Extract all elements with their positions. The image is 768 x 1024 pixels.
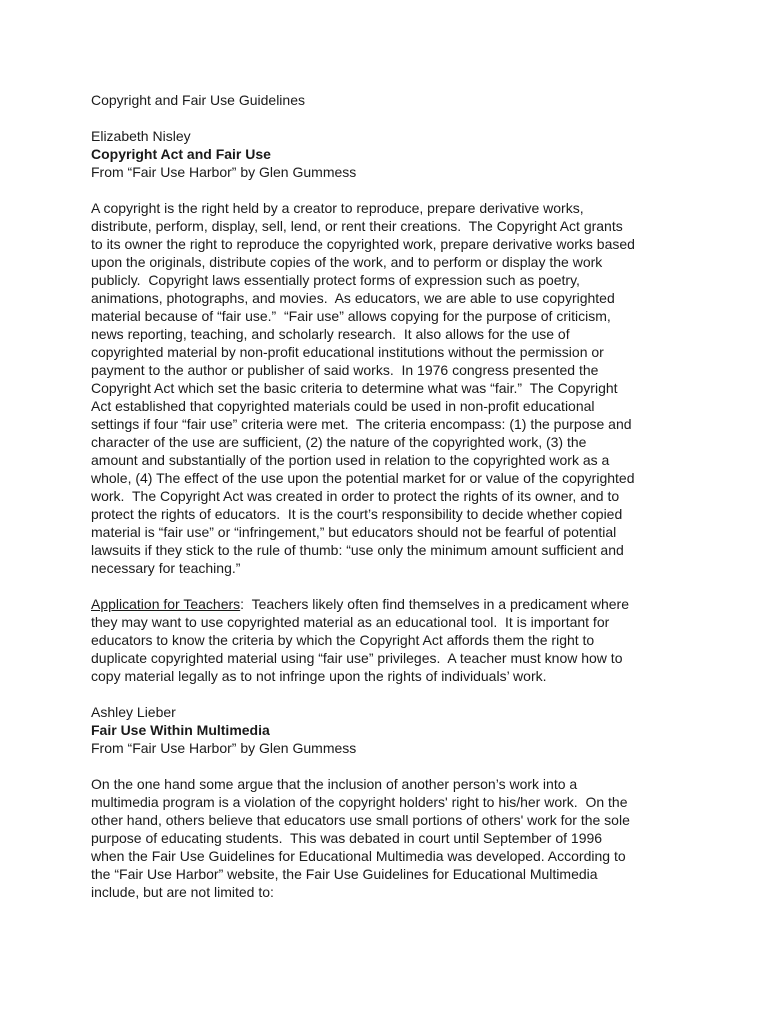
application-body-line: they may want to use copyrighted material as an educational tool. It is important for: [91, 614, 610, 630]
application-body-line: educators to know the criteria by which the Copyright Act affords them the right to: [91, 632, 595, 648]
section1-body-line: upon the originals, distribute copies of the work, and to perform or display the work: [91, 254, 603, 270]
section2-body-line: multimedia program is a violation of the copyright holders' right to his/her work. On the: [91, 794, 628, 810]
spacer: [91, 109, 728, 127]
section1-body-line: necessary for teaching.”: [91, 560, 241, 576]
section1-body-line: material because of “fair use.” “Fair use” allows copying for the purpose of criticism,: [91, 308, 611, 324]
section2-body-line: include, but are not limited to:: [91, 884, 274, 900]
section1-body-line: animations, photographs, and movies. As educators, we are able to use copyrighted: [91, 290, 615, 306]
application-label: Application for Teachers: [91, 596, 241, 612]
spacer: [91, 181, 728, 199]
section1-body-line: lawsuits if they stick to the rule of thumb: “use only the minimum amount sufficient and: [91, 542, 624, 558]
section2-body-line: when the Fair Use Guidelines for Educational Multimedia was developed. According to: [91, 848, 626, 864]
section1-body-line: character of the use are sufficient, (2) the nature of the copyrighted work, (3) the: [91, 434, 587, 450]
application-first-line-text: : Teachers likely often find themselves in a predicament where: [240, 596, 629, 612]
application-body: [91, 613, 728, 685]
section1-body-line: to its owner the right to reproduce the copyrighted work, prepare derivative works based: [91, 236, 635, 252]
section1-body-line: news reporting, teaching, and scholarly research. It also allows for the use of: [91, 326, 570, 342]
section1-body-line: distribute, perform, display, sell, lend, or rent their creations. The Copyright Act grants: [91, 218, 623, 234]
spacer: [91, 757, 728, 775]
section1-body: [91, 199, 728, 577]
section1-source: From “Fair Use Harbor” by Glen Gummess: [91, 164, 357, 180]
section1-body-line: whole, (4) The effect of the use upon the potential market for or value of the copyrighted: [91, 470, 635, 486]
section1-body-line: settings if four “fair use” criteria were met. The criteria encompass: (1) the purpose and: [91, 416, 632, 432]
section1-body-line: copyrighted material by non-profit educational institutions without the permission or: [91, 344, 604, 360]
application-body-line: duplicate copyrighted material using “fair use” privileges. A teacher must know how to: [91, 650, 623, 666]
section2-heading: Fair Use Within Multimedia: [91, 722, 270, 738]
section2-source: From “Fair Use Harbor” by Glen Gummess: [91, 740, 357, 756]
section1-author: Elizabeth Nisley: [91, 128, 191, 144]
section1-body-line: payment to the author or publisher of said works. In 1976 congress presented the: [91, 362, 599, 378]
document-title: Copyright and Fair Use Guidelines: [91, 92, 305, 108]
section1-body-line: protect the rights of educators. It is the court’s responsibility to decide whether copied: [91, 506, 623, 522]
section2-body-line: purpose of educating students. This was debated in court until September of 1996: [91, 830, 603, 846]
section2-body-line: On the one hand some argue that the inclusion of another person’s work into a: [91, 776, 578, 792]
section2-author: Ashley Lieber: [91, 704, 176, 720]
spacer: [91, 685, 728, 703]
section1-heading: Copyright Act and Fair Use: [91, 146, 271, 162]
section2-body-line: the “Fair Use Harbor” website, the Fair Use Guidelines for Educational Multimedia: [91, 866, 598, 882]
application-body-line: copy material legally as to not infringe upon the rights of individuals’ work.: [91, 668, 547, 684]
section1-body-line: material is “fair use” or “infringement,” but educators should not be fearful of potential: [91, 524, 617, 540]
section1-body-line: amount and substantially of the portion used in relation to the copyrighted work as a: [91, 452, 610, 468]
spacer: [91, 577, 728, 595]
section1-body-line: Copyright Act which set the basic criteria to determine what was “fair.” The Copyright: [91, 380, 618, 396]
section1-body-line: Act established that copyrighted materials could be used in non-profit educational: [91, 398, 595, 414]
section1-body-line: publicly. Copyright laws essentially protect forms of expression such as poetry,: [91, 272, 580, 288]
section1-body-line: work. The Copyright Act was created in order to protect the rights of its owner, and to: [91, 488, 620, 504]
section1-body-line: A copyright is the right held by a creator to reproduce, prepare derivative works,: [91, 200, 584, 216]
application-paragraph-first-line: [91, 595, 728, 613]
section2-body: [91, 775, 728, 901]
section2-body-line: other hand, others believe that educators use small portions of others' work for the sole: [91, 812, 630, 828]
